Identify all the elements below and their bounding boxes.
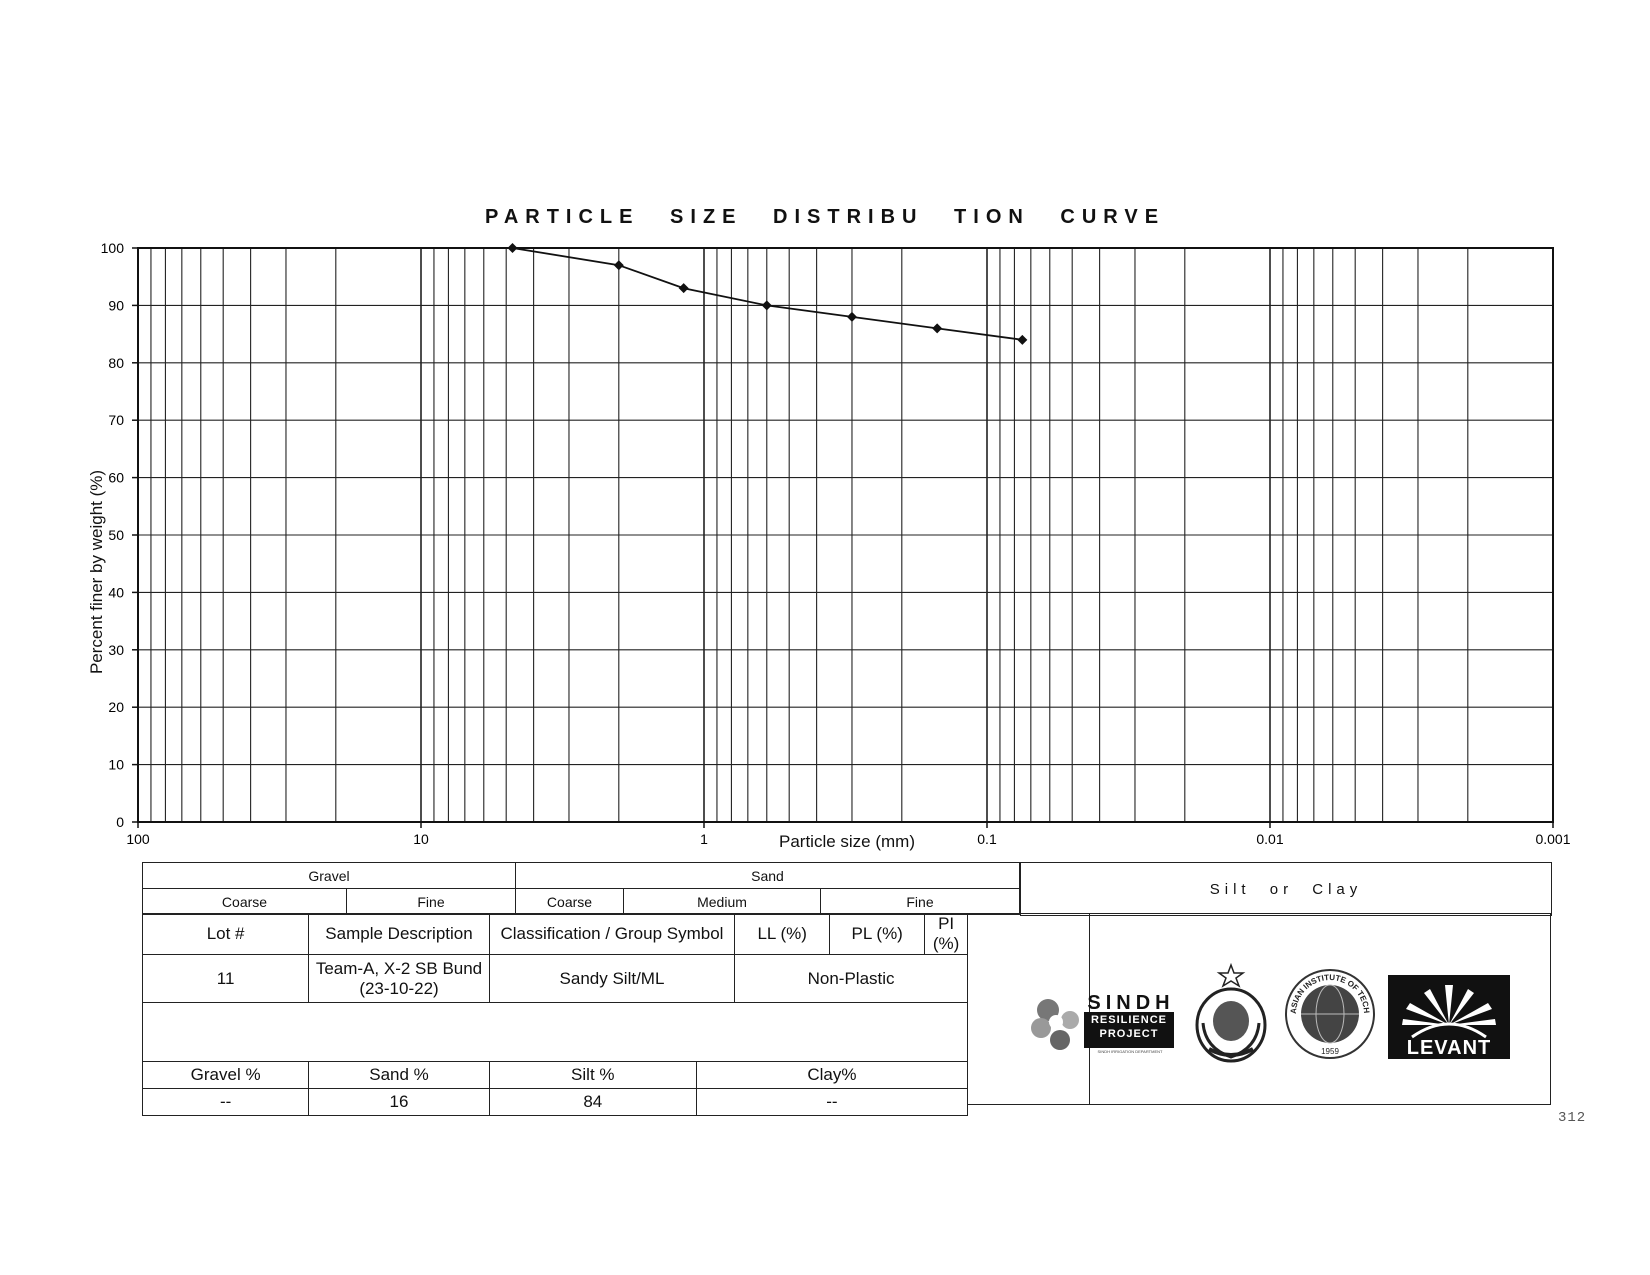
data-point (507, 243, 517, 253)
sand-percent-header: Sand % (309, 1062, 490, 1089)
gradation-curve (513, 248, 1023, 340)
y-tick-label: 0 (116, 814, 124, 830)
resilience-text: RESILIENCE (1090, 1014, 1167, 1026)
x-tick-label: 0.001 (1535, 831, 1571, 847)
header-pi: PI (%) (925, 914, 968, 955)
y-tick-label: 100 (100, 240, 124, 256)
chart-title: PARTICLE SIZE DISTRIBU TION CURVE (484, 206, 1166, 228)
lot-number: 11 (143, 955, 309, 1003)
levant-text: LEVANT (1406, 1037, 1492, 1059)
y-tick-label: 40 (108, 584, 124, 601)
sand-percent-value: 16 (309, 1089, 490, 1116)
sand-fine: Fine (821, 889, 1020, 915)
sand-medium: Medium (624, 889, 821, 915)
y-tick-label: 20 (108, 699, 124, 716)
gravel-coarse: Coarse (143, 889, 347, 915)
gravel-fine: Fine (347, 889, 516, 915)
chart-series (507, 243, 1027, 345)
x-tick-label: 1 (700, 831, 708, 847)
silt-clay-header: Silt or Clay (1020, 862, 1552, 916)
x-tick-label: 0.01 (1256, 831, 1284, 847)
ait-logo (1284, 968, 1376, 1060)
silt-percent-header: Silt % (489, 1062, 696, 1089)
sand-header: Sand (516, 863, 1020, 889)
data-point (1017, 335, 1027, 345)
sindh-resilience-logo (1030, 992, 1180, 1056)
silt-percent-value: 84 (489, 1089, 696, 1116)
government-emblem (1193, 963, 1269, 1063)
y-tick-label: 30 (108, 641, 124, 658)
x-tick-label: 10 (413, 831, 429, 847)
gravel-percent-header: Gravel % (143, 1062, 309, 1089)
data-point (679, 283, 689, 293)
data-point (762, 300, 772, 310)
gravel-header: Gravel (143, 863, 516, 889)
clay-percent-header: Clay% (696, 1062, 967, 1089)
sample-description (309, 955, 490, 1003)
page-number: 312 (1558, 1110, 1587, 1126)
description-line-1: Team-A, X-2 SB Bund (315, 958, 483, 978)
header-classification: Classification / Group Symbol (489, 914, 734, 955)
y-axis-label: Percent finer by weight (%) (87, 469, 106, 675)
sample-info-table (142, 913, 968, 1116)
ait-year-text: 1959 (1321, 1047, 1339, 1056)
sand-coarse: Coarse (516, 889, 624, 915)
irrigation-dept-text: SINDH IRRIGATION DEPARTMENT (1097, 1049, 1163, 1054)
chart-ticks (101, 240, 1571, 847)
x-axis-label: Particle size (mm) (778, 832, 916, 851)
data-point (932, 323, 942, 333)
y-tick-label: 10 (108, 756, 124, 773)
y-tick-label: 80 (108, 354, 124, 371)
ait-ring-text: ASIAN INSTITUTE OF TECH (1288, 972, 1372, 1015)
header-description: Sample Description (309, 914, 490, 955)
clay-percent-value: -- (696, 1089, 967, 1116)
x-tick-label: 100 (126, 831, 150, 847)
description-line-2: (23-10-22) (359, 978, 439, 998)
x-tick-label: 0.1 (977, 831, 997, 847)
header-lot: Lot # (143, 914, 309, 955)
sindh-text: SINDH (1087, 992, 1175, 1014)
header-ll: LL (%) (735, 914, 830, 955)
project-text: PROJECT (1099, 1028, 1159, 1040)
data-point (614, 260, 624, 270)
y-tick-label: 70 (108, 412, 124, 429)
header-pl: PL (%) (830, 914, 925, 955)
remarks-cell (143, 1003, 968, 1062)
y-tick-label: 50 (108, 527, 124, 543)
chart-grid (138, 248, 1553, 822)
y-tick-label: 90 (108, 297, 124, 314)
soil-classification-table (142, 862, 1020, 915)
gravel-percent-value: -- (143, 1089, 309, 1116)
levant-logo (1388, 975, 1510, 1059)
plasticity-value: Non-Plastic (735, 955, 968, 1003)
classification-value: Sandy Silt/ML (489, 955, 734, 1003)
data-point (847, 312, 857, 322)
y-tick-label: 60 (108, 469, 124, 486)
